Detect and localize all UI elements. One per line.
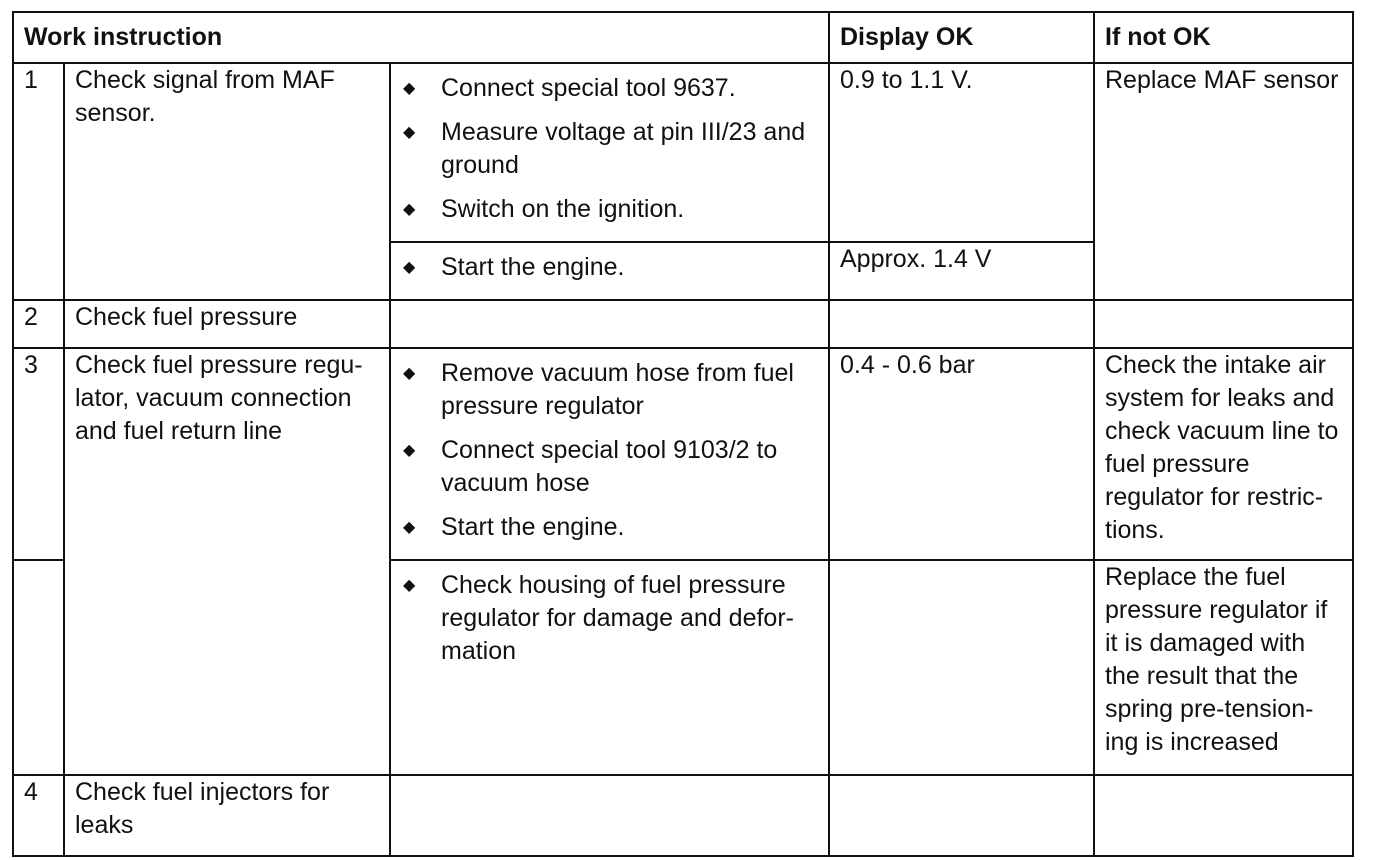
table-row bbox=[13, 63, 1353, 242]
table-row bbox=[13, 775, 1353, 856]
display-ok-value bbox=[829, 560, 1094, 775]
display-ok-value: 0.9 to 1.1 V. bbox=[829, 63, 1094, 242]
display-ok-value bbox=[829, 300, 1094, 348]
if-not-ok-action bbox=[1094, 300, 1353, 348]
step-number: 4 bbox=[13, 775, 64, 856]
list-item: ◆ Start the engine. bbox=[401, 511, 818, 544]
instruction-steps bbox=[390, 348, 829, 560]
if-not-ok-action: Replace the fuel pressure regulator if it is damaged with the result that the spring pre-tension-ing is increased bbox=[1094, 560, 1353, 775]
list-item: ◆ Start the engine. bbox=[401, 251, 818, 284]
display-ok-value bbox=[829, 775, 1094, 856]
instruction-steps bbox=[390, 560, 829, 775]
work-instruction-table bbox=[12, 11, 1354, 857]
display-ok-value: 0.4 - 0.6 bar bbox=[829, 348, 1094, 560]
table-row bbox=[13, 348, 1353, 560]
check-description: Check fuel pressure bbox=[64, 300, 390, 348]
list-item: ◆ Check housing of fuel pressure regulator for damage and defor-mation bbox=[403, 571, 794, 665]
table-header-row bbox=[13, 12, 1353, 63]
display-ok-value: Approx. 1.4 V bbox=[829, 242, 1094, 300]
header-work-instruction: Work instruction bbox=[13, 12, 829, 63]
diamond-bullet-icon: ◆ bbox=[403, 80, 416, 97]
list-item: ◆ Measure voltage at pin III/23 and ground bbox=[403, 118, 806, 179]
instruction-steps bbox=[390, 300, 829, 348]
check-description: Check signal from MAF sensor. bbox=[64, 63, 390, 300]
step-number bbox=[13, 560, 64, 775]
diamond-bullet-icon: ◆ bbox=[403, 519, 416, 536]
diamond-bullet-icon: ◆ bbox=[403, 201, 416, 218]
diamond-bullet-icon: ◆ bbox=[403, 124, 416, 141]
list-item: ◆ Connect special tool 9103/2 to vacuum hose bbox=[403, 436, 778, 497]
step-number: 3 bbox=[13, 348, 64, 560]
if-not-ok-action: Check the intake air system for leaks and check vacuum line to fuel pressure regulator for restric-tions. bbox=[1094, 348, 1353, 560]
diamond-bullet-icon: ◆ bbox=[403, 259, 416, 276]
if-not-ok-action bbox=[1094, 775, 1353, 856]
step-number: 2 bbox=[13, 300, 64, 348]
instruction-steps bbox=[390, 242, 829, 300]
instruction-steps bbox=[390, 63, 829, 242]
table-row bbox=[13, 300, 1353, 348]
header-if-not-ok: If not OK bbox=[1094, 12, 1353, 63]
header-display-ok: Display OK bbox=[829, 12, 1094, 63]
diamond-bullet-icon: ◆ bbox=[403, 442, 416, 459]
diamond-bullet-icon: ◆ bbox=[403, 365, 416, 382]
instruction-steps bbox=[390, 775, 829, 856]
check-description: Check fuel injectors for leaks bbox=[64, 775, 390, 856]
diamond-bullet-icon: ◆ bbox=[403, 577, 416, 594]
list-item: ◆ Remove vacuum hose from fuel pressure regulator bbox=[403, 359, 794, 420]
if-not-ok-action: Replace MAF sensor bbox=[1094, 63, 1353, 300]
check-description: Check fuel pressure regu-lator, vacuum connection and fuel return line bbox=[64, 348, 390, 775]
step-number: 1 bbox=[13, 63, 64, 300]
list-item: ◆ Connect special tool 9637. bbox=[401, 72, 818, 105]
list-item: ◆ Switch on the ignition. bbox=[401, 193, 818, 226]
